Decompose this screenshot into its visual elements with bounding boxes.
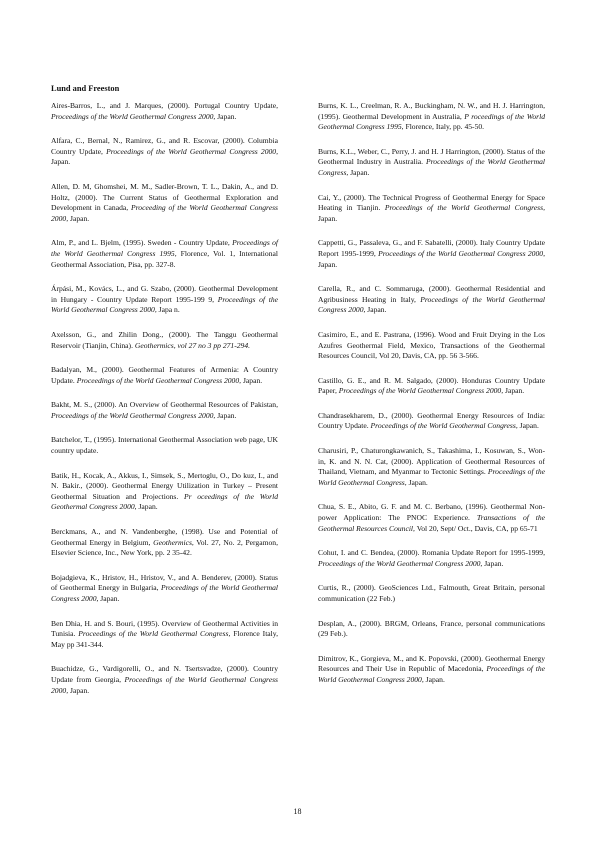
reference-entry: Curtis, R., (2000). GeoSciences Ltd., Falmouth, Great Britain, personal communication (22 Feb.): [318, 583, 545, 603]
reference-entry: Charusiri, P., Chaturongkawanich, S., Takashima, I., Kosuwan, S., Won-in, K. and N. N. Cat, (2000). Application of Geothermal Resources of Thailand, Vietnam, and Myanmar to Tectonic Settings. Proceedings of the World Geothermal Congress, Japan.: [318, 446, 545, 487]
reference-entry: Casimiro, E., and E. Pastrana, (1996). Wood and Fruit Drying in the Los Azufres Geothermal Field, Mexico, Transactions of the Geothermal Resources Council, Vol 20, Davis, CA, pp. 56 3-566.: [318, 329, 545, 361]
reference-entry: Burns, K. L., Creelman, R. A., Buckingham, N. W., and H. J. Harrington, (1995). Geothermal Development in Australia, P roceedings of the World Geothermal Congress 1995, Florence, Italy, pp. 45-50.: [318, 101, 545, 132]
reference-entry: Chandrasekharem, D., (2000). Geothermal Energy Resources of India: Country Update. Proceedings of the World Geothermal Congress, Japan.: [318, 410, 545, 431]
reference-entry: Batik, H., Kocak, A., Akkus, I., Simsek, S., Mertoglu, O., Do kuz, I., and N. Bakir., (2000). Geothermal Energy Utilization in Turkey – Present Geothermal Situation and Projections. Pr oceedings of the World Geothermal Congress 2000, Japan.: [51, 470, 278, 512]
reference-entry: Cappetti, G., Passaleva, G., and F. Sabatelli, (2000). Italy Country Update Report 1995-1999, Proceedings of the World Geothermal Congress 2000, Japan.: [318, 238, 545, 269]
references-left-column: [51, 101, 278, 710]
reference-entry: Ben Dhia, H. and S. Bouri, (1995). Overview of Geothermal Activities in Tunisia. Proceedings of the World Geothermal Congress, Florence Italy, May pp 341-344.: [51, 618, 278, 649]
reference-entry: Bojadgieva, K., Hristov, H., Hristov, V., and A. Benderev, (2000). Status of Geothermal Energy in Bulgaria, Proceedings of the World Geothermal Congress 2000, Japan.: [51, 572, 279, 603]
reference-entry: Berckmans, A., and N. Vandenberghe, (1998). Use and Potential of Geothermal Energy in Belgium, Geothermics, Vol. 27, No. 2, Pergamon, Elsevier Science, Inc., New York, pp. 2 35-42.: [51, 527, 278, 558]
page-header: Lund and Freeston: [51, 84, 120, 93]
reference-entry: Cohut, I. and C. Bendea, (2000). Romania Update Report for 1995-1999, Proceedings of the World Geothermal Congress 2000, Japan.: [318, 548, 545, 568]
reference-entry: Cai, Y., (2000). The Technical Progress of Geothermal Energy for Space Heating in Tianjin. Proceedings of the World Geothermal Congress, Japan.: [318, 192, 545, 223]
reference-entry: Chua, S. E., Abito, G. F. and M. C. Berbano, (1996). Geothermal Non-power Application: The PNOC Experience. Transactions of the Geothermal Resources Council, Vol 20, Sept/ Oct., Davis, CA, pp 65-71: [318, 502, 545, 533]
reference-entry: Árpási, M., Kovács, L., and G. Szabo, (2000). Geothermal Development in Hungary - Country Update Report 1995-199 9, Proceedings of the World Geothermal Congress 2000, Japa n.: [51, 284, 278, 315]
reference-entry: Allen, D. M, Ghomshei, M. M., Sadler-Brown, T. L., Dakin, A., and D. Holtz, (2000). The Current Status of Geothermal Exploration and Development in Canada, Proceeding of the World Geothermal Congress 2000, Japan.: [51, 181, 278, 223]
references-right-column: [318, 101, 545, 700]
reference-entry: Desplan, A., (2000). BRGM, Orleans, France, personal communications (29 Feb.).: [318, 618, 545, 639]
reference-entry: Batchelor, T., (1995). International Geothermal Association web page, UK country update.: [51, 435, 278, 456]
reference-entry: Bakht, M. S., (2000). An Overview of Geothermal Resources of Pakistan, Proceedings of the World Geothermal Congress 2000, Japan.: [51, 400, 278, 420]
reference-entry: Dimitrov, K., Gorgieva, M., and K. Popovski, (2000). Geothermal Energy Resources and Their Use in Republic of Macedonia, Proceedings of the World Geothermal Congress 2000, Japan.: [318, 653, 545, 684]
reference-entry: Badalyan, M., (2000). Geothermal Features of Armenia: A Country Update. Proceedings of the World Geothermal Congress 2000, Japan.: [51, 365, 278, 385]
page-number: 18: [293, 807, 302, 816]
reference-entry: Alfara, C., Bernal, N., Ramirez, G., and R. Escovar, (2000). Columbia Country Update, Proceedings of the World Geothermal Congress 2000, Japan.: [51, 136, 278, 167]
reference-entry: Carella, R., and C. Sommaruga, (2000). Geothermal Residential and Agribusiness Heating in Italy, Proceedings of the World Geothermal Congress 2000, Japan.: [318, 284, 545, 315]
reference-entry: Castillo, G. E., and R. M. Salgado, (2000). Honduras Country Update Paper, Proceedings of the World Geothermal Congress 2000, Japan.: [318, 375, 545, 396]
reference-entry: Burns, K.L., Weber, C., Perry, J. and H. J Harrington, (2000). Status of the Geothermal Industry in Australia. Proceedings of the World Geothermal Congress, Japan.: [318, 146, 545, 177]
reference-entry: Aires-Barros, L., and J. Marques, (2000). Portugal Country Update, Proceedings of the World Geothermal Congress 2000, Japan.: [51, 101, 278, 121]
reference-entry: Buachidze, G., Vardigorelli, O., and N. Tsertsvadze, (2000). Country Update from Georgia, Proceedings of the World Geothermal Congress 2000, Japan.: [51, 664, 279, 695]
reference-entry: Axelsson, G., and Zhilin Dong., (2000). The Tanggu Geothermal Reservoir (Tianjin, China). Geothermics, vol 27 no 3 pp 271-294.: [51, 329, 278, 350]
reference-entry: Alm, P., and L. Bjelm, (1995). Sweden - Country Update, Proceedings of the World Geothermal Congress 1995, Florence, Vol. 1, International Geothermal Association, Pisa, pp. 327-8.: [51, 238, 278, 269]
